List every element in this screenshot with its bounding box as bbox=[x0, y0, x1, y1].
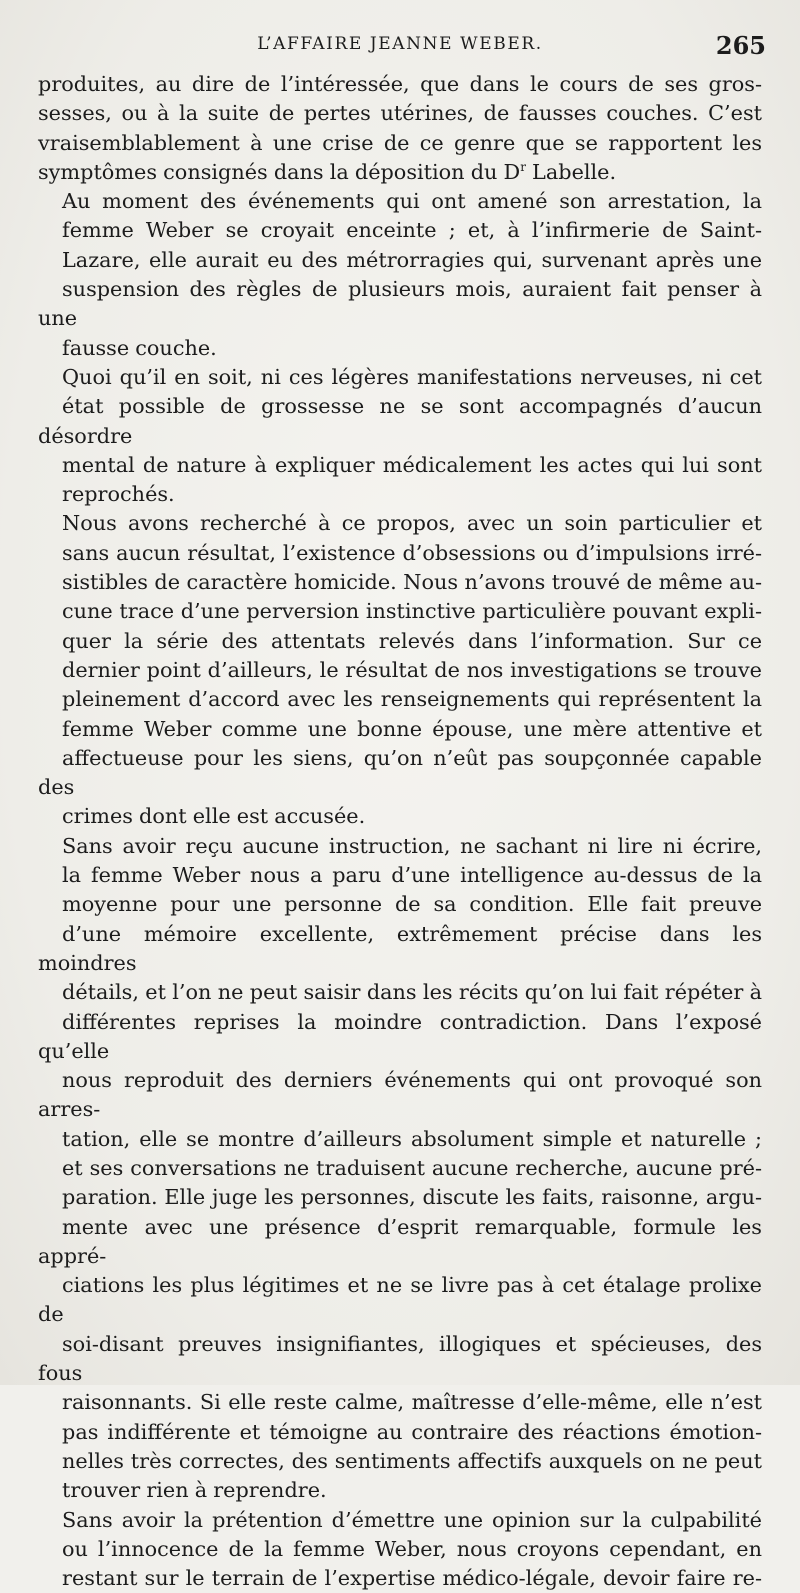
text-line: nous reproduit des derniers événements qui ont provoqué son arres- bbox=[38, 1068, 762, 1122]
text-line: sistibles de caractère homicide. Nous n’avons trouvé de même au- bbox=[62, 570, 762, 595]
text-line: paration. Elle juge les personnes, discute les faits, raisonne, argu- bbox=[62, 1185, 762, 1210]
text-line: et ses conversations ne traduisent aucune recherche, aucune pré- bbox=[62, 1155, 762, 1180]
text-line: trouver rien à reprendre. bbox=[62, 1478, 327, 1503]
text-line: mente avec une présence d’esprit remarquable, formule les appré- bbox=[38, 1214, 762, 1268]
text-line: mental de nature à expliquer médicalement les actes qui lui sont bbox=[62, 452, 762, 477]
text-line: reprochés. bbox=[62, 482, 175, 507]
text-line: détails, et l’on ne peut saisir dans les récits qu’on lui fait répéter à bbox=[62, 980, 762, 1005]
text-line: sesses, ou à la suite de pertes utérines, de fausses couches. C’est bbox=[38, 101, 762, 126]
text-line: ciations les plus légitimes et ne se livre pas à cet étalage prolixe de bbox=[38, 1273, 762, 1327]
text-line: Lazare, elle aurait eu des métrorragies qui, survenant après une bbox=[62, 247, 762, 272]
paragraph-4 bbox=[38, 509, 762, 831]
text-line: d’une mémoire excellente, extrêmement précise dans les moindres bbox=[38, 921, 762, 975]
text-line: restant sur le terrain de l’expertise médico-légale, devoir faire re- bbox=[62, 1566, 762, 1591]
text-line: fausse couche. bbox=[62, 335, 217, 360]
text-line: produites, au dire de l’intéressée, que dans le cours de ses gros- bbox=[38, 72, 762, 96]
text-fragment: Labelle. bbox=[525, 159, 617, 184]
text-line: femme Weber se croyait enceinte ; et, à l’infirmerie de Saint- bbox=[62, 218, 762, 243]
text-line: tation, elle se montre d’ailleurs absolument simple et naturelle ; bbox=[62, 1126, 762, 1151]
text-line: pleinement d’accord avec les renseignements qui représentent la bbox=[62, 687, 762, 712]
text-line: soi-disant preuves insignifiantes, illogiques et spécieuses, des fous bbox=[38, 1331, 762, 1386]
text-line: différentes reprises la moindre contradiction. Dans l’exposé qu’elle bbox=[38, 1009, 762, 1063]
paragraph-6 bbox=[38, 1506, 762, 1593]
paragraph-5 bbox=[38, 832, 762, 1506]
text-line: femme Weber comme une bonne épouse, une mère attentive et bbox=[62, 716, 762, 741]
text-line: Quoi qu’il en soit, ni ces légères manifestations nerveuses, ni cet bbox=[62, 364, 762, 389]
text-line: cune trace d’une perversion instinctive particulière pouvant expli- bbox=[62, 599, 762, 624]
text-line: Nous avons recherché à ce propos, avec un soin particulier et bbox=[62, 511, 762, 536]
text-line: ou l’innocence de la femme Weber, nous croyons cependant, en bbox=[62, 1536, 762, 1561]
superscript: r bbox=[520, 159, 526, 174]
text-line: crimes dont elle est accusée. bbox=[62, 804, 366, 829]
text-fragment: symptômes consignés dans la déposition du D bbox=[38, 159, 521, 184]
paragraph-1 bbox=[38, 70, 762, 187]
text-line: vraisemblablement à une crise de ce genre que se rapportent les bbox=[38, 130, 762, 155]
text-line: sans aucun résultat, l’existence d’obsessions ou d’impulsions irré- bbox=[62, 540, 762, 565]
text-line: affectueuse pour les siens, qu’on n’eût pas soupçonnée capable des bbox=[38, 745, 762, 800]
text-line: suspension des règles de plusieurs mois, auraient fait penser à une bbox=[38, 277, 762, 331]
text-line: pas indifférente et témoigne au contraire des réactions émotion- bbox=[62, 1419, 762, 1444]
text-line: Sans avoir la prétention d’émettre une opinion sur la culpabilité bbox=[62, 1507, 762, 1532]
text-line: moyenne pour une personne de sa condition. Elle fait preuve bbox=[62, 892, 762, 917]
text-line: la femme Weber nous a paru d’une intelligence au-dessus de la bbox=[62, 863, 762, 888]
text-line: état possible de grossesse ne se sont accompagnés d’aucun désordre bbox=[38, 394, 762, 448]
text-line: quer la série des attentats relevés dans l’information. Sur ce bbox=[62, 628, 762, 653]
text-line: raisonnants. Si elle reste calme, maîtresse d’elle-même, elle n’est bbox=[62, 1390, 762, 1415]
body-text bbox=[38, 70, 762, 1593]
paragraph-2 bbox=[38, 187, 762, 363]
text-line: Au moment des événements qui ont amené son arrestation, la bbox=[62, 189, 762, 214]
page-number: 265 bbox=[715, 31, 766, 60]
text-line: Sans avoir reçu aucune instruction, ne sachant ni lire ni écrire, bbox=[62, 833, 762, 858]
text-line: nelles très correctes, des sentiments affectifs auxquels on ne peut bbox=[62, 1448, 762, 1473]
text-line bbox=[38, 158, 762, 187]
running-title: L’AFFAIRE JEANNE WEBER. bbox=[257, 34, 543, 54]
running-head bbox=[40, 31, 766, 62]
paragraph-3 bbox=[38, 363, 762, 509]
text-line: dernier point d’ailleurs, le résultat de nos investigations se trouve bbox=[62, 657, 762, 682]
